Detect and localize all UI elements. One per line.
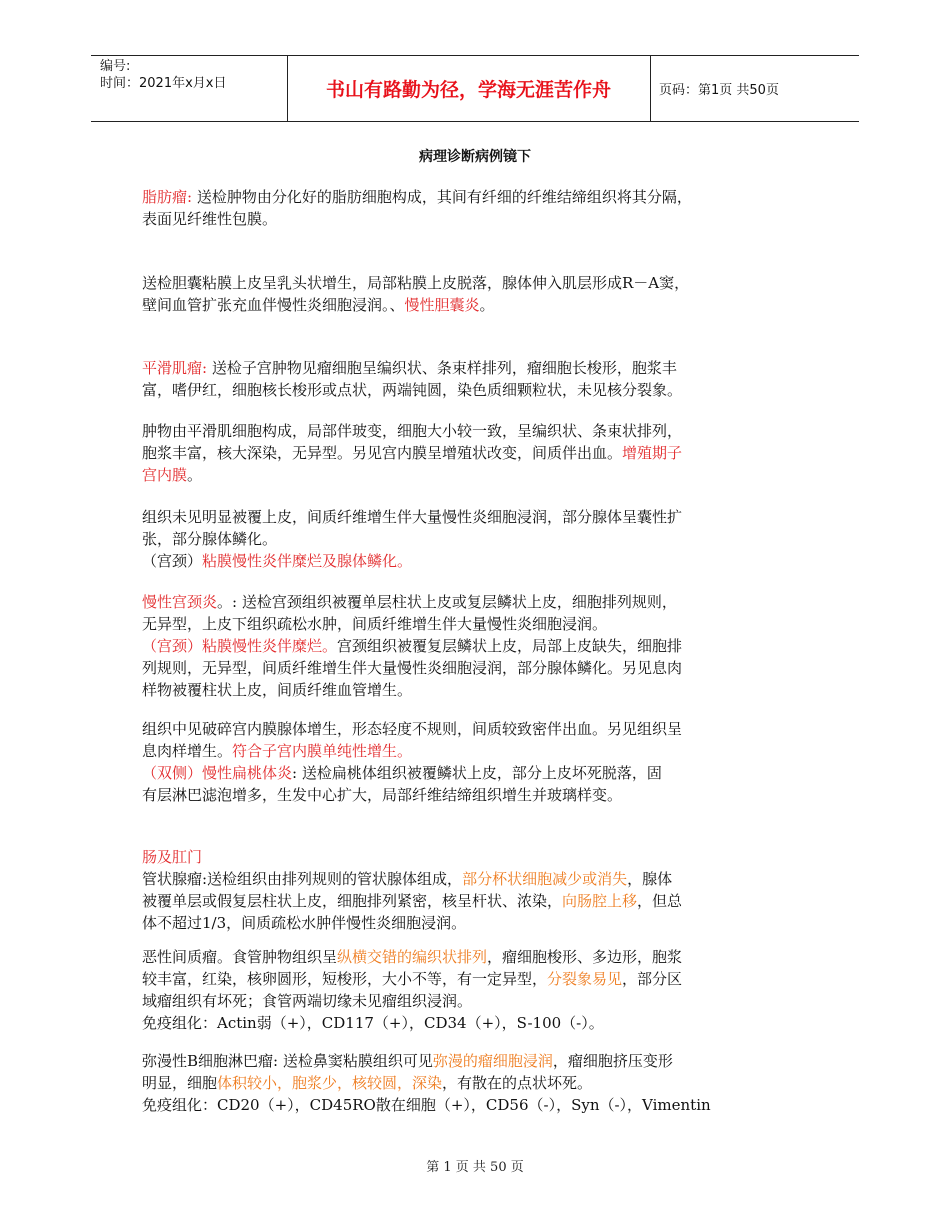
text-line: 无异型，上皮下组织疏松水肿，间质纤维增生伴大量慢性炎细胞浸润。 — [142, 615, 608, 633]
highlight-text: 分裂象易见 — [547, 970, 623, 988]
text-line: 较丰富，红染，核卵圆形，短梭形，大小不等，有一定异型， — [142, 970, 548, 988]
text-line: 送检肿物由分化好的脂肪细胞构成，其间有纤细的纤维结缔组织将其分隔， — [192, 188, 692, 206]
diagnosis-label: 脂肪瘤: — [142, 188, 193, 206]
header-divider-right — [650, 55, 651, 121]
highlight-text: 部分杯状细胞减少或消失 — [462, 870, 628, 888]
text-line: 送检胆囊粘膜上皮呈乳头状增生，局部粘膜上皮脱落，腺体伸入肌层形成R－A窦， — [142, 274, 690, 292]
text-line: 。: 送检宫颈组织被覆单层柱状上皮或复层鳞状上皮，细胞排列规则， — [217, 593, 677, 611]
diagnosis-label: 平滑肌瘤: — [142, 359, 208, 377]
paragraph-stromal-tumor — [142, 946, 822, 1034]
text-line: 肿物由平滑肌细胞构成，局部伴玻变，细胞大小较一致，呈编织状、条束状排列， — [142, 422, 683, 440]
diagnosis-label: （双侧）慢性扁桃体炎 — [142, 764, 293, 782]
number-label: 编号: — [100, 59, 131, 74]
text-line: 张，部分腺体鳞化。 — [142, 530, 278, 548]
text-line: （宫颈） — [142, 552, 203, 570]
highlight-text: 纵横交错的编织状排列 — [337, 948, 488, 966]
diagnosis-label: 慢性宫颈炎 — [142, 593, 218, 611]
header-bottom-rule — [91, 121, 859, 122]
text-line: 明显，细胞 — [142, 1074, 218, 1092]
text-line: : 送检扁桃体组织被覆鳞状上皮，部分上皮坏死脱落，固 — [292, 764, 662, 782]
text-line: 组织未见明显被覆上皮，间质纤维增生伴大量慢性炎细胞浸润，部分腺体呈囊性扩 — [142, 508, 683, 526]
header-meta — [100, 58, 226, 92]
text-line: 免疫组化：Actin弱（+），CD117（+），CD34（+），S-100（-）。 — [142, 1014, 604, 1032]
text-line: ，部分区 — [622, 970, 683, 988]
text-line: 域瘤组织有坏死；食管两端切缘未见瘤组织浸润。 — [142, 992, 473, 1010]
diagnosis-label: 粘膜慢性炎伴糜烂及腺体鳞化。 — [202, 552, 413, 570]
text-line: 恶性间质瘤。食管肿物组织呈 — [142, 948, 338, 966]
paragraph-cervix-mucosa — [142, 506, 822, 572]
text-line: 。 — [479, 296, 495, 314]
text-line: 样物被覆柱状上皮，间质纤维血管增生。 — [142, 681, 413, 699]
section-heading: 肠及肛门 — [142, 848, 203, 866]
text-line: 。 — [187, 466, 203, 484]
text-line: ，腺体 — [627, 870, 673, 888]
paragraph-gallbladder — [142, 272, 822, 316]
page-footer: 第 1 页 共 50 页 — [426, 1160, 524, 1175]
highlight-text: 弥漫的瘤细胞浸润 — [432, 1052, 553, 1070]
page-title: 病理诊断病例镜下 — [419, 149, 531, 165]
paragraph-lymphoma — [142, 1050, 822, 1116]
highlight-text: 体积较小，胞浆少，核较圆，深染 — [217, 1074, 443, 1092]
diagnosis-label: 符合子宫内膜单纯性增生。 — [232, 742, 413, 760]
text-line: 表面见纤维性包膜。 — [142, 210, 278, 228]
text-line: 免疫组化：CD20（+），CD45RO散在细胞（+），CD56（-），Syn（-），Vimentin — [142, 1096, 711, 1114]
header-page-info: 页码：第1页 共50页 — [659, 82, 779, 98]
time-label: 时间：2021年x月x日 — [100, 76, 227, 91]
text-line: 有层淋巴滤泡增多，生发中心扩大，局部纤维结缔组织增生并玻璃样变。 — [142, 786, 623, 804]
diagnosis-label: 宫内膜 — [142, 466, 188, 484]
text-line: 胞浆丰富，核大深染，无异型。另见宫内膜呈增殖状改变，间质伴出血。 — [142, 444, 623, 462]
text-line: 组织中见破碎宫内膜腺体增生，形态轻度不规则，间质较致密伴出血。另见组织呈 — [142, 720, 683, 738]
text-line: 列规则，无异型，间质纤维增生伴大量慢性炎细胞浸润，部分腺体鳞化。另见息肉 — [142, 659, 683, 677]
paragraph-tubular-adenoma — [142, 846, 822, 934]
paragraph-lipoma — [142, 186, 822, 230]
diagnosis-label: 慢性胆囊炎 — [404, 296, 480, 314]
paragraph-chronic-cervicitis — [142, 591, 822, 701]
text-line: ，瘤细胞梭形、多边形，胞浆 — [487, 948, 683, 966]
text-line: ，瘤细胞挤压变形 — [552, 1052, 673, 1070]
paragraph-endometrium — [142, 420, 822, 486]
paragraph-endometrial-hyperplasia — [142, 718, 822, 806]
highlight-text: 向肠腔上移 — [562, 892, 638, 910]
text-line: 送检子宫肿物见瘤细胞呈编织状、条束样排列，瘤细胞长梭形，胞浆丰 — [207, 359, 677, 377]
text-line: ，但总 — [637, 892, 683, 910]
diagnosis-label: 增殖期子 — [622, 444, 683, 462]
text-line: 富，嗜伊红，细胞核长梭形或点状，两端钝圆，染色质细颗粒状，未见核分裂象。 — [142, 381, 683, 399]
text-line: 弥漫性B细胞淋巴瘤: 送检鼻窦粘膜组织可见 — [142, 1052, 433, 1070]
text-line: 壁间血管扩张充血伴慢性炎细胞浸润。、 — [142, 296, 405, 314]
header-motto: 书山有路勤为径，学海无涯苦作舟 — [325, 78, 611, 101]
text-line: 体不超过1/3，间质疏松水肿伴慢性炎细胞浸润。 — [142, 914, 467, 932]
text-line: 管状腺瘤:送检组织由排列规则的管状腺体组成， — [142, 870, 463, 888]
diagnosis-label: （宫颈）粘膜慢性炎伴糜烂。 — [142, 637, 338, 655]
text-line: ，有散在的点状坏死。 — [442, 1074, 593, 1092]
text-line: 宫颈组织被覆复层鳞状上皮，局部上皮缺失，细胞排 — [337, 637, 683, 655]
text-line: 息肉样增生。 — [142, 742, 233, 760]
paragraph-leiomyoma — [142, 357, 822, 401]
text-line: 被覆单层或假复层柱状上皮，细胞排列紧密，核呈杆状、浓染， — [142, 892, 563, 910]
